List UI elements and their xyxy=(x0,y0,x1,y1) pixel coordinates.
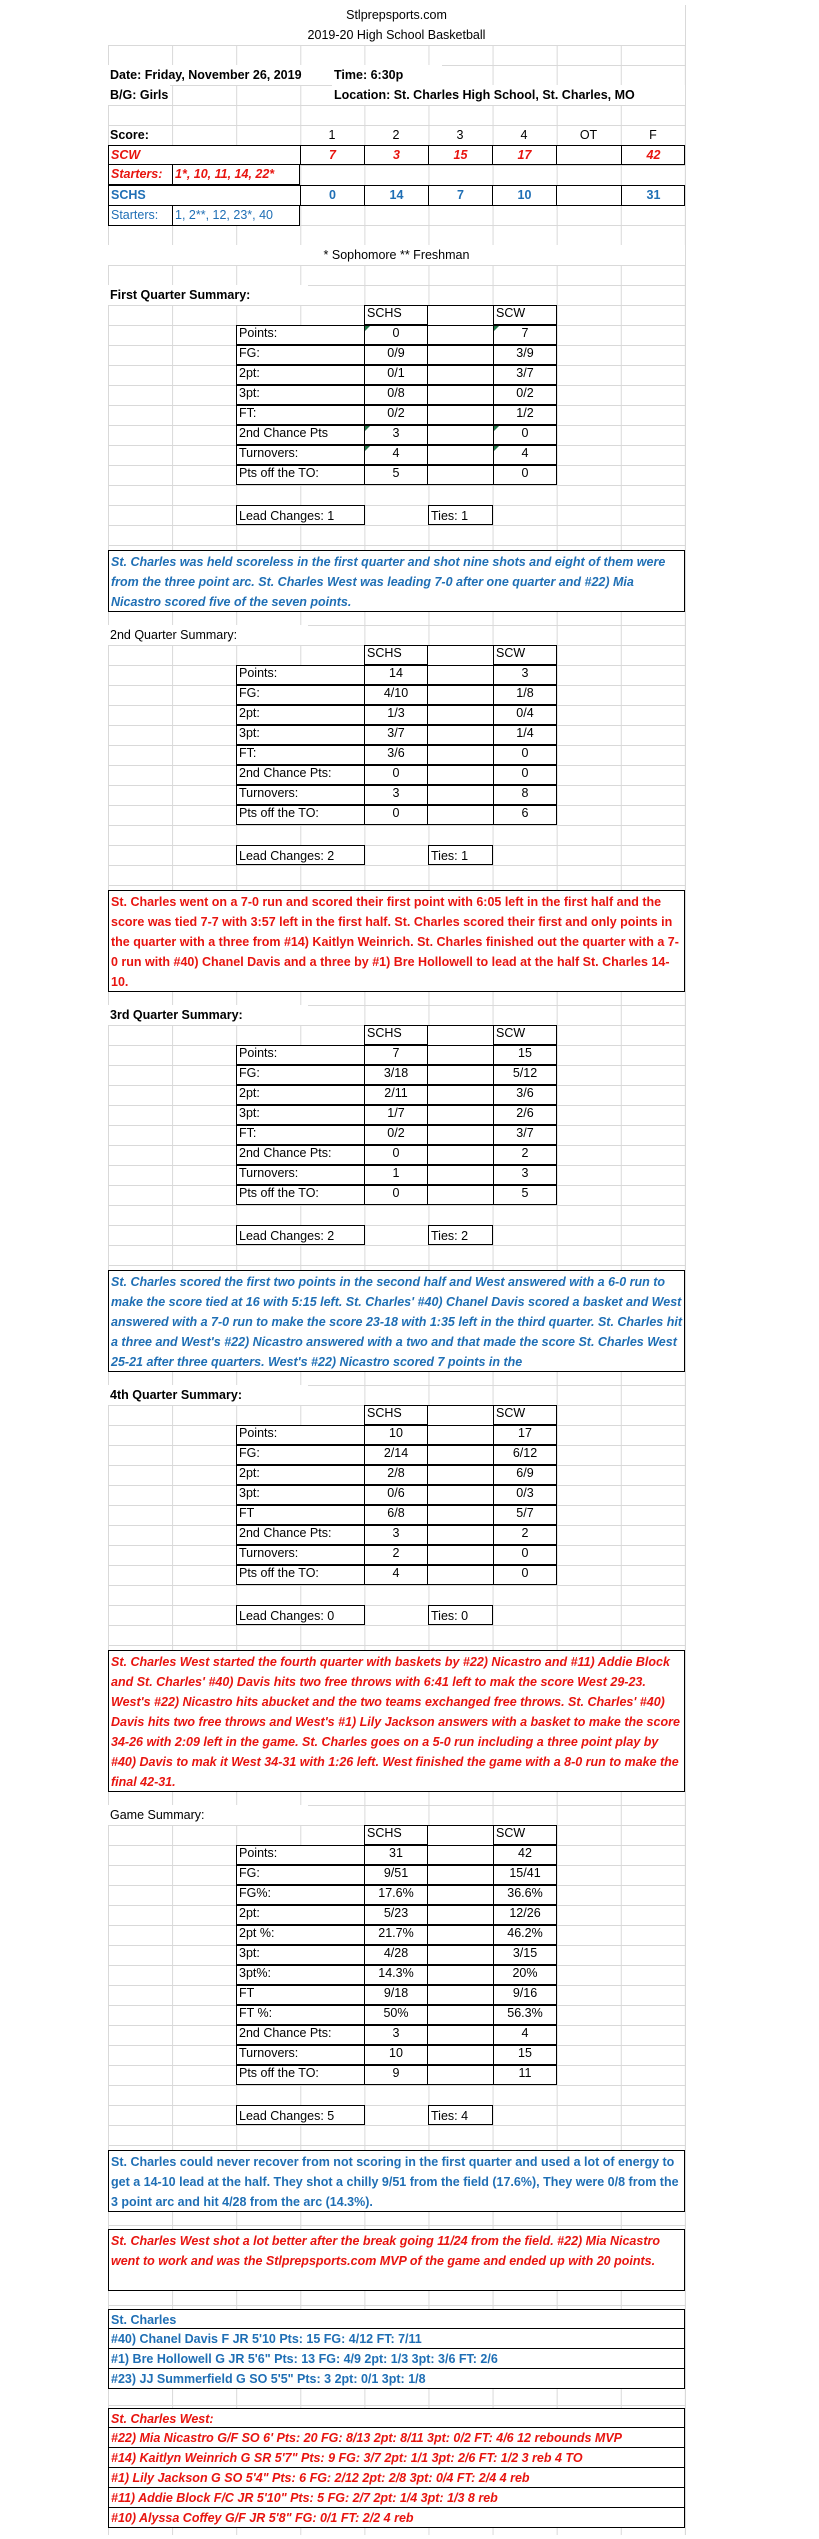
team2-value: 4 xyxy=(493,445,557,465)
scw-game-recap: St. Charles West shot a lot better after the break going 11/24 from the field. #22) Mia Nicastro went to work and was the Stlprepsports.com MVP of the game and ended up with 20 points. xyxy=(108,2229,685,2291)
stat-label: 2pt: xyxy=(236,705,364,725)
team2-value: 12/26 xyxy=(493,1905,557,1925)
stat-label: 2pt: xyxy=(236,1465,364,1485)
ties: Ties: 4 xyxy=(428,2105,493,2125)
team1-value: 5/23 xyxy=(364,1905,428,1925)
team2-value: 3 xyxy=(493,665,557,685)
stat-label: Points: xyxy=(236,1425,364,1445)
scw-final: 42 xyxy=(646,148,661,162)
team2-value: 0 xyxy=(493,425,557,445)
lead-changes: Lead Changes: 2 xyxy=(236,1225,365,1245)
team1-value: 2/14 xyxy=(364,1445,428,1465)
stat-label: FT xyxy=(236,1985,364,2005)
stat-label: FG: xyxy=(236,685,364,705)
stat-label: FG: xyxy=(236,1065,364,1085)
class-legend: * Sophomore ** Freshman xyxy=(108,245,685,265)
scoreboard xyxy=(108,125,685,225)
team2-value: 6 xyxy=(493,805,557,825)
team2-value: 5 xyxy=(493,1185,557,1205)
scw-q4: 17 xyxy=(493,145,557,165)
team2-value: 0/2 xyxy=(493,385,557,405)
lead-changes: Lead Changes: 1 xyxy=(236,505,365,525)
scw-score-row xyxy=(108,145,685,165)
score-label: Score: xyxy=(110,128,149,142)
team1-value: 0 xyxy=(364,805,428,825)
section-title: 3rd Quarter Summary: xyxy=(108,1005,308,1025)
team2-value: 3/6 xyxy=(493,1085,557,1105)
stat-label: 2pt %: xyxy=(236,1925,364,1945)
stat-label: 2pt: xyxy=(236,1905,364,1925)
team2-value: 3/15 xyxy=(493,1945,557,1965)
scw-starters-label: Starters: xyxy=(109,164,173,184)
stat-label: FT: xyxy=(236,1125,364,1145)
scw-q1: 7 xyxy=(301,145,365,165)
stat-label: FT: xyxy=(236,405,364,425)
team2-value: 1/8 xyxy=(493,685,557,705)
team1-value: 9/18 xyxy=(364,1985,428,2005)
team1-value: 1/7 xyxy=(364,1105,428,1125)
team1-value: 50% xyxy=(364,2005,428,2025)
team1-value: 9 xyxy=(364,2065,428,2085)
team1-value: 2 xyxy=(364,1545,428,1565)
team1-value: 4 xyxy=(364,1565,428,1585)
stat-label: 2nd Chance Pts: xyxy=(236,1145,364,1165)
team1-value: 0 xyxy=(364,765,428,785)
player-line: #22) Mia Nicastro G/F SO 6' Pts: 20 FG: 8/13 2pt: 8/11 3pt: 0/2 FT: 4/6 12 rebounds MVP xyxy=(108,2428,685,2448)
team1-value: 9/51 xyxy=(364,1865,428,1885)
quarter-4-recap: St. Charles West started the fourth quarter with baskets by #22) Nicastro and #11) Addie Block and St. Charles' #40) Davis hits two free throws with 6:41 left to mak the score West 29-23. West's #22) Nicastro hits abucket and the two teams exchanged free throws. St. Charles' #40) Davis hits two free throws and West's #1) Lily Jackson answers with a basket to make the score 34-26 with 2:09 left in the game. St. Charles goes on a 5-0 run including a three point play by #40) Davis to mak it West 34-31 with 1:26 left. West finished the game with a 8-0 run to make the final 42-31. xyxy=(108,1650,685,1792)
team2-value: 17 xyxy=(493,1425,557,1445)
stat-label: 2pt: xyxy=(236,1085,364,1105)
stat-label: 3pt: xyxy=(236,1485,364,1505)
team1-value: 0/1 xyxy=(364,365,428,385)
team1-header: SCHS xyxy=(364,645,428,665)
quarter-1-recap: St. Charles was held scoreless in the first quarter and shot nine shots and eight of them were from the three point arc. St. Charles West was leading 7-0 after one quarter and #22) Mia Nicastro scored five of the seven points. xyxy=(108,550,685,612)
team2-header: SCW xyxy=(493,1825,557,1845)
team1-value: 3 xyxy=(364,1525,428,1545)
team1-value: 21.7% xyxy=(364,1925,428,1945)
period-final: F xyxy=(649,128,657,142)
team2-header: SCW xyxy=(493,645,557,665)
team2-value: 7 xyxy=(493,325,557,345)
team1-value: 0/6 xyxy=(364,1485,428,1505)
team1-value: 3 xyxy=(364,785,428,805)
team2-value: 56.3% xyxy=(493,2005,557,2025)
team1-value: 0 xyxy=(364,1145,428,1165)
comment-indicator-icon xyxy=(365,326,370,331)
stat-label: Turnovers: xyxy=(236,785,364,805)
ties: Ties: 1 xyxy=(428,505,493,525)
stat-label: Points: xyxy=(236,1045,364,1065)
player-line: #1) Lily Jackson G SO 5'4" Pts: 6 FG: 2/12 2pt: 2/8 3pt: 0/4 FT: 2/4 4 reb xyxy=(108,2468,685,2488)
schs-ot xyxy=(557,185,622,205)
stat-label: FT xyxy=(236,1505,364,1525)
game-date: Date: Friday, November 26, 2019 xyxy=(108,65,332,85)
ties: Ties: 1 xyxy=(428,845,493,865)
team2-value: 20% xyxy=(493,1965,557,1985)
stat-label: 2nd Chance Pts xyxy=(236,425,364,445)
stat-label: 3pt: xyxy=(236,1945,364,1965)
team1-value: 4/28 xyxy=(364,1945,428,1965)
spreadsheet xyxy=(108,5,686,2535)
lead-changes: Lead Changes: 5 xyxy=(236,2105,365,2125)
team2-value: 6/9 xyxy=(493,1465,557,1485)
scw-starters: 1*, 10, 11, 14, 22* xyxy=(175,167,275,181)
game-time: Time: 6:30p xyxy=(332,65,442,85)
team1-value: 0/9 xyxy=(364,345,428,365)
team2-header: SCW xyxy=(493,1025,557,1045)
team1-value: 0 xyxy=(364,1185,428,1205)
team2-value: 3/7 xyxy=(493,365,557,385)
team1-value: 0/2 xyxy=(364,1125,428,1145)
team2-value: 2 xyxy=(493,1525,557,1545)
team1-value: 10 xyxy=(364,1425,428,1445)
comment-indicator-icon xyxy=(494,446,499,451)
team1-value: 3 xyxy=(364,2025,428,2045)
team2-value: 0 xyxy=(493,745,557,765)
stat-label: 3pt: xyxy=(236,1105,364,1125)
stat-label: Turnovers: xyxy=(236,445,364,465)
team2-value: 0 xyxy=(493,1545,557,1565)
team1-header: SCHS xyxy=(364,1025,428,1045)
team2-value: 0/3 xyxy=(493,1485,557,1505)
team2-value: 2/6 xyxy=(493,1105,557,1125)
team1-value: 6/8 xyxy=(364,1505,428,1525)
comment-indicator-icon xyxy=(365,426,370,431)
period-1: 1 xyxy=(328,128,336,142)
team2-value: 15 xyxy=(493,2045,557,2065)
stat-label: Points: xyxy=(236,665,364,685)
scw-players-title: St. Charles West: xyxy=(108,2408,685,2428)
team2-header: SCW xyxy=(493,1405,557,1425)
stat-label: 3pt: xyxy=(236,725,364,745)
stat-label: FG%: xyxy=(236,1885,364,1905)
team1-value: 14.3% xyxy=(364,1965,428,1985)
team1-value: 17.6% xyxy=(364,1885,428,1905)
scw-team-name: SCW xyxy=(109,145,301,165)
team1-value: 7 xyxy=(364,1045,428,1065)
team2-value: 0 xyxy=(493,765,557,785)
team1-value: 31 xyxy=(364,1845,428,1865)
team2-value: 5/7 xyxy=(493,1505,557,1525)
stat-label: Turnovers: xyxy=(236,1545,364,1565)
ties: Ties: 2 xyxy=(428,1225,493,1245)
team2-value: 1/4 xyxy=(493,725,557,745)
schs-team-name: SCHS xyxy=(109,185,301,205)
stat-label: FT %: xyxy=(236,2005,364,2025)
team1-header: SCHS xyxy=(364,1405,428,1425)
stat-label: Points: xyxy=(236,1845,364,1865)
team1-value: 0 xyxy=(364,325,428,345)
player-line: #11) Addie Block F/C JR 5'10" Pts: 5 FG: 2/7 2pt: 1/4 3pt: 1/3 8 reb xyxy=(108,2488,685,2508)
team2-value: 1/2 xyxy=(493,405,557,425)
scw-q3: 15 xyxy=(429,145,493,165)
team2-value: 3/9 xyxy=(493,345,557,365)
stat-label: Pts off the TO: xyxy=(236,2065,364,2085)
scw-q2: 3 xyxy=(365,145,429,165)
team2-value: 0/4 xyxy=(493,705,557,725)
comment-indicator-icon xyxy=(494,426,499,431)
schs-final: 31 xyxy=(646,188,661,202)
ties: Ties: 0 xyxy=(428,1605,493,1625)
schs-starters-label: Starters: xyxy=(109,205,173,225)
player-line: #10) Alyssa Coffey G/F JR 5'8" FG: 0/1 FT: 2/2 4 reb xyxy=(108,2508,685,2528)
team2-value: 11 xyxy=(493,2065,557,2085)
team1-value: 3/6 xyxy=(364,745,428,765)
stat-label: Turnovers: xyxy=(236,2045,364,2065)
team1-value: 4 xyxy=(364,445,428,465)
game-location: Location: St. Charles High School, St. Charles, MO xyxy=(332,85,685,105)
lead-changes: Lead Changes: 2 xyxy=(236,845,365,865)
team1-value: 14 xyxy=(364,665,428,685)
lead-changes: Lead Changes: 0 xyxy=(236,1605,365,1625)
stat-label: 2nd Chance Pts: xyxy=(236,765,364,785)
period-ot: OT xyxy=(579,128,598,142)
comment-indicator-icon xyxy=(365,446,370,451)
stat-label: Pts off the TO: xyxy=(236,805,364,825)
team1-value: 0/8 xyxy=(364,385,428,405)
period-4: 4 xyxy=(520,128,528,142)
team1-value: 1/3 xyxy=(364,705,428,725)
section-title: 4th Quarter Summary: xyxy=(108,1385,308,1405)
stat-label: FT: xyxy=(236,745,364,765)
stat-label: Points: xyxy=(236,325,364,345)
stat-label: Pts off the TO: xyxy=(236,465,364,485)
team2-value: 42 xyxy=(493,1845,557,1865)
section-title: First Quarter Summary: xyxy=(108,285,308,305)
team1-value: 3/7 xyxy=(364,725,428,745)
quarter-3-recap: St. Charles scored the first two points in the second half and West answered with a 6-0 run to make the score tied at 16 with 5:15 left. St. Charles' #40) Chanel Davis scored a basket and West answered with a 7-0 run to make the score 23-18 with 1:35 left in the third quarter. St. Charles hit a three and West's #22) Nicastro answered with a two and that made the score St. Charles West 25-21 after three quarters. West's #22) Nicastro scored 7 points in the xyxy=(108,1270,685,1372)
stat-label: FG: xyxy=(236,345,364,365)
team2-value: 5/12 xyxy=(493,1065,557,1085)
schs-q3: 7 xyxy=(429,185,493,205)
period-2: 2 xyxy=(392,128,400,142)
stat-label: 3pt: xyxy=(236,385,364,405)
team2-value: 15/41 xyxy=(493,1865,557,1885)
stat-label: 3pt%: xyxy=(236,1965,364,1985)
team1-value: 10 xyxy=(364,2045,428,2065)
stat-label: FG: xyxy=(236,1865,364,1885)
period-3: 3 xyxy=(456,128,464,142)
quarter-2-recap: St. Charles went on a 7-0 run and scored their first point with 6:05 left in the first half and the score was tied 7-7 with 3:57 left in the first half. St. Charles scored their first and only points in the quarter with a three from #14) Kaitlyn Weinrich. St. Charles finished out the quarter with a 7-0 run with #40) Chanel Davis and a three by #1) Bre Hollowell to lead at the half St. Charles 14-10. xyxy=(108,890,685,992)
schs-q2: 14 xyxy=(365,185,429,205)
team2-value: 0 xyxy=(493,1565,557,1585)
schs-starters: 1, 2**, 12, 23*, 40 xyxy=(175,208,273,222)
team2-value: 3/7 xyxy=(493,1125,557,1145)
stat-label: 2nd Chance Pts: xyxy=(236,2025,364,2045)
team1-value: 2/11 xyxy=(364,1085,428,1105)
schs-score-row xyxy=(108,185,685,206)
stat-label: FG: xyxy=(236,1445,364,1465)
team1-header: SCHS xyxy=(364,1825,428,1845)
player-line: #14) Kaitlyn Weinrich G SR 5'7" Pts: 9 FG: 3/7 2pt: 1/1 3pt: 2/6 FT: 1/2 3 reb 4 TO xyxy=(108,2448,685,2468)
team2-value: 36.6% xyxy=(493,1885,557,1905)
team1-value: 0/2 xyxy=(364,405,428,425)
scw-ot xyxy=(557,145,622,165)
stat-label: 2nd Chance Pts: xyxy=(236,1525,364,1545)
player-line: #1) Bre Hollowell G JR 5'6" Pts: 13 FG: 4/9 2pt: 1/3 3pt: 3/6 FT: 2/6 xyxy=(108,2349,685,2369)
team2-value: 2 xyxy=(493,1145,557,1165)
team2-value: 6/12 xyxy=(493,1445,557,1465)
gender-label: B/G: Girls xyxy=(108,85,170,105)
team2-value: 3 xyxy=(493,1165,557,1185)
team2-value: 8 xyxy=(493,785,557,805)
site-title: Stlprepsports.com xyxy=(108,5,685,25)
team2-header: SCW xyxy=(493,305,557,325)
schs-q1: 0 xyxy=(301,185,365,205)
section-title: Game Summary: xyxy=(108,1805,308,1825)
schs-q4: 10 xyxy=(493,185,557,205)
stat-label: Pts off the TO: xyxy=(236,1185,364,1205)
comment-indicator-icon xyxy=(494,326,499,331)
team2-value: 0 xyxy=(493,465,557,485)
schs-game-recap: St. Charles could never recover from not scoring in the first quarter and used a lot of energy to get a 14-10 lead at the half. They shot a chilly 9/51 from the field (17.6%), They were 0/8 from the 3 point arc and hit 4/28 from the arc (14.3%). xyxy=(108,2150,685,2212)
schs-players-title: St. Charles xyxy=(108,2309,685,2329)
team1-value: 3/18 xyxy=(364,1065,428,1085)
team2-value: 15 xyxy=(493,1045,557,1065)
team1-value: 1 xyxy=(364,1165,428,1185)
team1-value: 3 xyxy=(364,425,428,445)
team1-header: SCHS xyxy=(364,305,428,325)
team1-value: 5 xyxy=(364,465,428,485)
page-title: 2019-20 High School Basketball xyxy=(108,25,685,45)
team2-value: 4 xyxy=(493,2025,557,2045)
team1-value: 2/8 xyxy=(364,1465,428,1485)
team1-value: 4/10 xyxy=(364,685,428,705)
stat-label: Pts off the TO: xyxy=(236,1565,364,1585)
player-line: #40) Chanel Davis F JR 5'10 Pts: 15 FG: 4/12 FT: 7/11 xyxy=(108,2329,685,2349)
section-title: 2nd Quarter Summary: xyxy=(108,625,308,645)
team2-value: 46.2% xyxy=(493,1925,557,1945)
team2-value: 9/16 xyxy=(493,1985,557,2005)
player-line: #23) JJ Summerfield G SO 5'5" Pts: 3 2pt: 0/1 3pt: 1/8 xyxy=(108,2369,685,2389)
stat-label: 2pt: xyxy=(236,365,364,385)
stat-label: Turnovers: xyxy=(236,1165,364,1185)
